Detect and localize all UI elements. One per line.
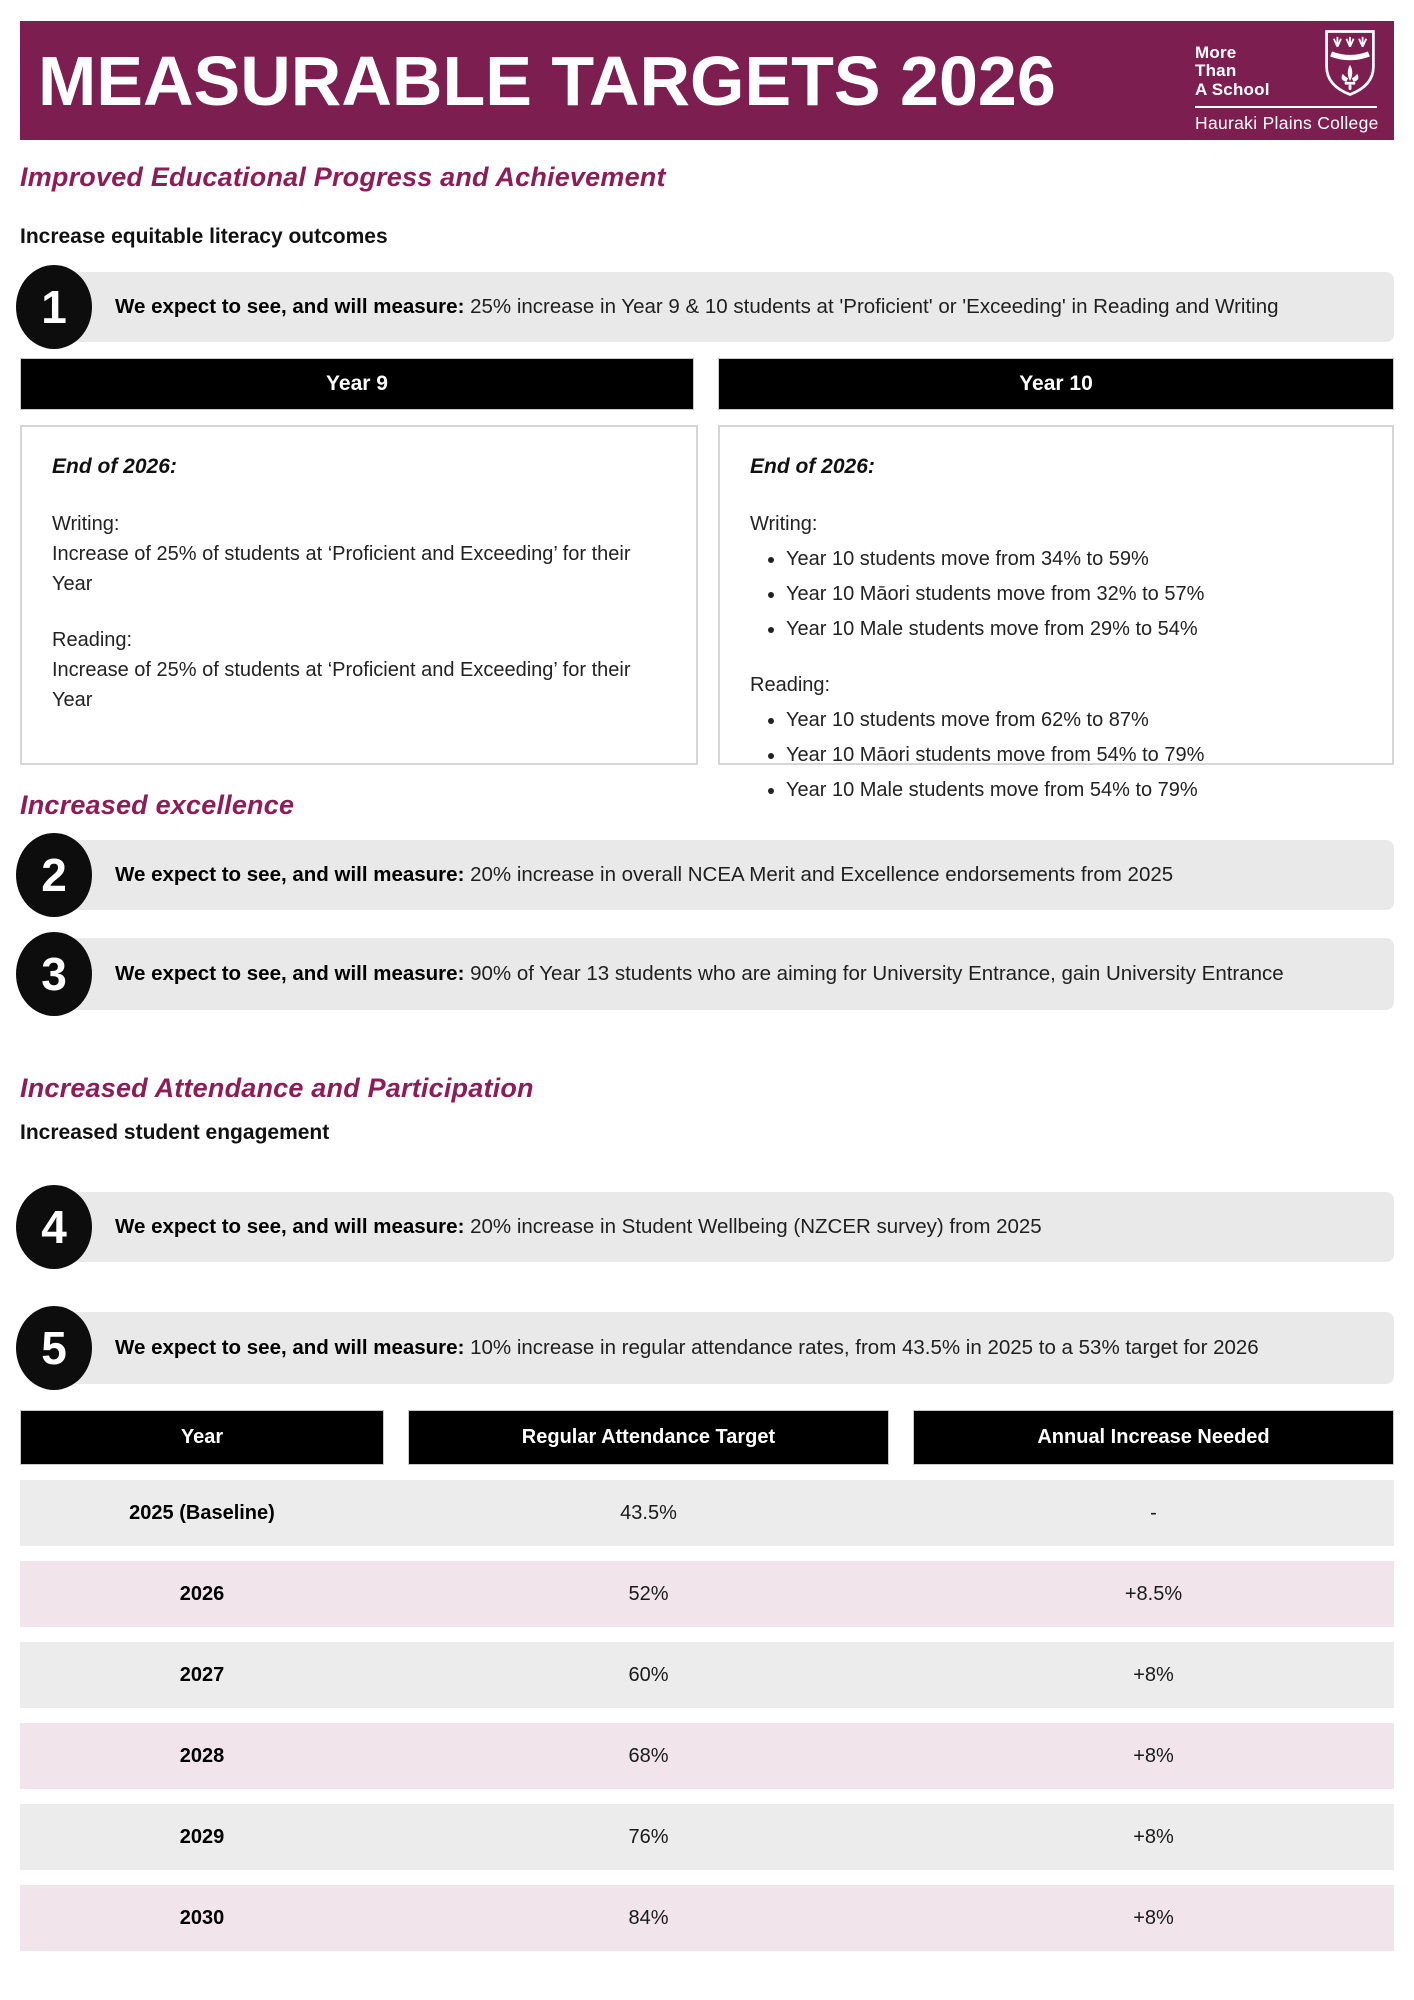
table-row: [20, 1885, 1394, 1951]
year10-writing-list: [750, 544, 1362, 644]
year10-intro: End of 2026:: [750, 455, 875, 478]
list-item: • Year 10 Male students move from 29% to 54%: [786, 614, 1362, 644]
heading-attendance-participation: Increased Attendance and Participation: [20, 1073, 534, 1103]
table-cell-year: 2029: [179, 1825, 225, 1848]
measure-item-1: [35, 272, 1394, 342]
year9-reading-label: Reading:: [52, 628, 133, 651]
subheading-student-engagement: Increased student engagement: [20, 1121, 330, 1144]
year10-reading-list: [750, 705, 1362, 805]
measure-text-bold: We expect to see, and will measure:: [115, 1335, 465, 1359]
table-cell-target: 60%: [628, 1663, 669, 1686]
year10-reading-label: Reading:: [750, 673, 831, 696]
measure-item-5: [35, 1312, 1394, 1384]
table-cell-target: 76%: [628, 1825, 669, 1848]
measure-text: [115, 1334, 1259, 1362]
year-header-row: [20, 358, 1394, 410]
logo-tagline-line3: A School: [1195, 79, 1270, 99]
year10-box: [718, 425, 1394, 801]
measure-text-body: 90% of Year 13 students who are aiming for University Entrance, gain University Entrance: [464, 961, 1284, 985]
list-item: • Year 10 Māori students move from 32% to 57%: [786, 579, 1362, 609]
measure-number-badge: 2: [16, 833, 92, 917]
measure-item-2: [35, 840, 1394, 910]
logo-tagline-line2: Than: [1195, 61, 1237, 81]
table-cell-increase: +8%: [1133, 1825, 1174, 1848]
table-cell-year: 2028: [179, 1744, 225, 1767]
year9-header-bar: Year 9: [20, 358, 694, 410]
year-boxes-row: [20, 425, 1394, 801]
table-cell-year: 2026: [179, 1582, 225, 1605]
measure-number-badge: 5: [16, 1306, 92, 1390]
table-cell-target: 43.5%: [620, 1501, 677, 1524]
table-cell-target: 68%: [628, 1744, 669, 1767]
table-cell-increase: +8%: [1133, 1663, 1174, 1686]
logo-top: [1195, 27, 1377, 99]
measure-text-body: 10% increase in regular attendance rates, from 43.5% in 2025 to a 53% target for 2026: [464, 1335, 1259, 1359]
measure-text-body: 25% increase in Year 9 & 10 students at 'Proficient' or 'Exceeding' in Reading and Writing: [464, 294, 1279, 318]
logo-divider: [1195, 106, 1377, 108]
measure-text-bold: We expect to see, and will measure:: [115, 294, 465, 318]
measure-text: [115, 293, 1279, 321]
school-name: Hauraki Plains College: [1195, 113, 1379, 133]
table-row: [20, 1642, 1394, 1708]
table-header-cell-target: Regular Attendance Target: [408, 1410, 889, 1465]
attendance-table: [20, 1410, 1394, 1951]
logo-tagline-line1: More: [1195, 42, 1237, 62]
attendance-table-header: [20, 1410, 1394, 1465]
measure-number-badge: 3: [16, 932, 92, 1016]
school-logo: [1195, 27, 1377, 134]
table-row: [20, 1804, 1394, 1870]
table-row: [20, 1723, 1394, 1789]
measure-text-body: 20% increase in overall NCEA Merit and Excellence endorsements from 2025: [464, 862, 1174, 886]
measure-text: [115, 1213, 1042, 1241]
list-item: • Year 10 students move from 34% to 59%: [786, 544, 1362, 574]
measure-number-badge: 4: [16, 1185, 92, 1269]
list-item: • Year 10 Male students move from 54% to 79%: [786, 775, 1362, 805]
year10-reading: [750, 670, 1362, 805]
year9-writing: [52, 509, 666, 599]
header-bar: [20, 21, 1394, 140]
year9-writing-label: Writing:: [52, 512, 120, 535]
table-row: [20, 1561, 1394, 1627]
logo-tagline: [1195, 44, 1270, 99]
table-cell-increase: +8.5%: [1124, 1582, 1183, 1605]
measure-text: [115, 960, 1284, 988]
list-item: • Year 10 students move from 62% to 87%: [786, 705, 1362, 735]
table-cell-increase: +8%: [1133, 1906, 1174, 1929]
measure-text-bold: We expect to see, and will measure:: [115, 862, 465, 886]
year9-box: [20, 425, 698, 765]
school-crest-icon: [1323, 27, 1377, 99]
measure-text-bold: We expect to see, and will measure:: [115, 961, 465, 985]
page-title: MEASURABLE TARGETS 2026: [38, 41, 1056, 120]
subheading-literacy-outcomes: Increase equitable literacy outcomes: [20, 225, 388, 248]
year10-writing: [750, 509, 1362, 644]
year10-header-bar: Year 10: [718, 358, 1394, 410]
measure-text: [115, 861, 1173, 889]
year9-writing-text: Increase of 25% of students at ‘Proficient and Exceeding’ for their Year: [52, 542, 631, 595]
measure-text-bold: We expect to see, and will measure:: [115, 1214, 465, 1238]
measure-item-4: [35, 1192, 1394, 1262]
table-cell-target: 84%: [628, 1906, 669, 1929]
heading-increased-excellence: Increased excellence: [20, 790, 295, 820]
table-cell-year: 2030: [179, 1906, 225, 1929]
table-cell-year: 2027: [179, 1663, 225, 1686]
table-header-cell-year: Year: [20, 1410, 384, 1465]
table-cell-increase: +8%: [1133, 1744, 1174, 1767]
table-cell-year: 2025 (Baseline): [129, 1501, 275, 1524]
heading-improved-progress: Improved Educational Progress and Achievement: [20, 162, 666, 192]
year9-reading: [52, 625, 666, 715]
measure-item-3: [35, 938, 1394, 1010]
year9-intro: End of 2026:: [52, 455, 177, 478]
table-header-cell-increase: Annual Increase Needed: [913, 1410, 1394, 1465]
measure-number-badge: 1: [16, 265, 92, 349]
measure-text-body: 20% increase in Student Wellbeing (NZCER survey) from 2025: [464, 1214, 1042, 1238]
list-item: • Year 10 Māori students move from 54% to 79%: [786, 740, 1362, 770]
table-cell-target: 52%: [628, 1582, 669, 1605]
year10-writing-label: Writing:: [750, 512, 818, 535]
table-row: [20, 1480, 1394, 1546]
year9-reading-text: Increase of 25% of students at ‘Proficient and Exceeding’ for their Year: [52, 658, 631, 711]
table-cell-increase: -: [1150, 1501, 1157, 1524]
